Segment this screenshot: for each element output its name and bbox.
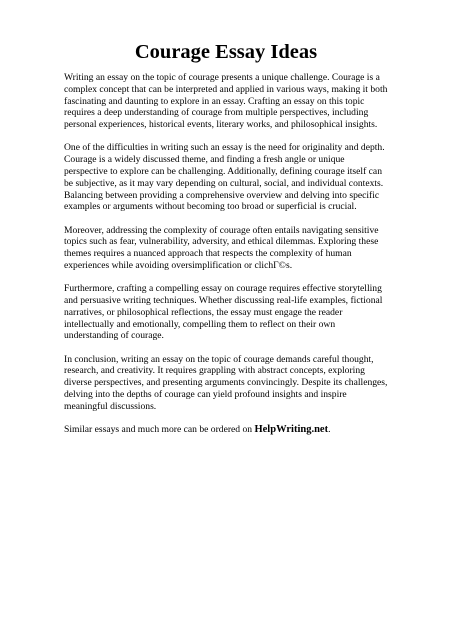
document-title: Courage Essay Ideas xyxy=(134,41,318,63)
paragraph-2: One of the difficulties in writing such an essay is the need for originality and depth. Courage is a widely discussed theme, and finding a fresh angle or unique perspective to explore can be challenging. Additionally, defining courage itself can be subjective, as it may vary depending on cultural, social, and individual contexts. Balancing between providing a comprehensive overview and delving into specific examples or arguments without becoming too broad or superficial is crucial. xyxy=(64,142,385,213)
paragraph-3: Moreover, addressing the complexity of courage often entails navigating sensitive topics such as fear, vulnerability, adversity, and ethical dilemmas. Exploring these themes requires a nuanced approach that respects the complexity of human experiences while avoiding oversimplification or clichГ©s. xyxy=(64,224,379,271)
paragraph-4: Furthermore, crafting a compelling essay on courage requires effective storytelling and persuasive writing techniques. Whether discussing real-life examples, fictional narratives, or philosophical reflections, the essay must engage the reader intellectually and emotionally, compelling them to reflect on their own understanding of courage. xyxy=(64,283,383,342)
paragraph-5: In conclusion, writing an essay on the topic of courage demands careful thought, research, and creativity. It requires grappling with abstract concepts, exploring diverse perspectives, and presenting arguments convincingly. Despite its challenges, delving into the depths of courage can yield profound insights and inspire meaningful discussions. xyxy=(64,353,388,412)
brand-link[interactable]: HelpWriting.net xyxy=(254,423,329,435)
closing-line xyxy=(64,424,390,436)
closing-suffix: . xyxy=(328,423,331,435)
paragraph-1: Writing an essay on the topic of courage presents a unique challenge. Courage is a complex concept that can be interpreted and applied in various ways, making it both fascinating and daunting to explore in an essay. Crafting an essay on this topic requires a deep understanding of courage from multiple perspectives, including personal experiences, historical events, literary works, and philosophical insights. xyxy=(64,72,388,131)
document-body xyxy=(64,72,390,447)
closing-prefix: Similar essays and much more can be ordered on xyxy=(64,423,255,435)
